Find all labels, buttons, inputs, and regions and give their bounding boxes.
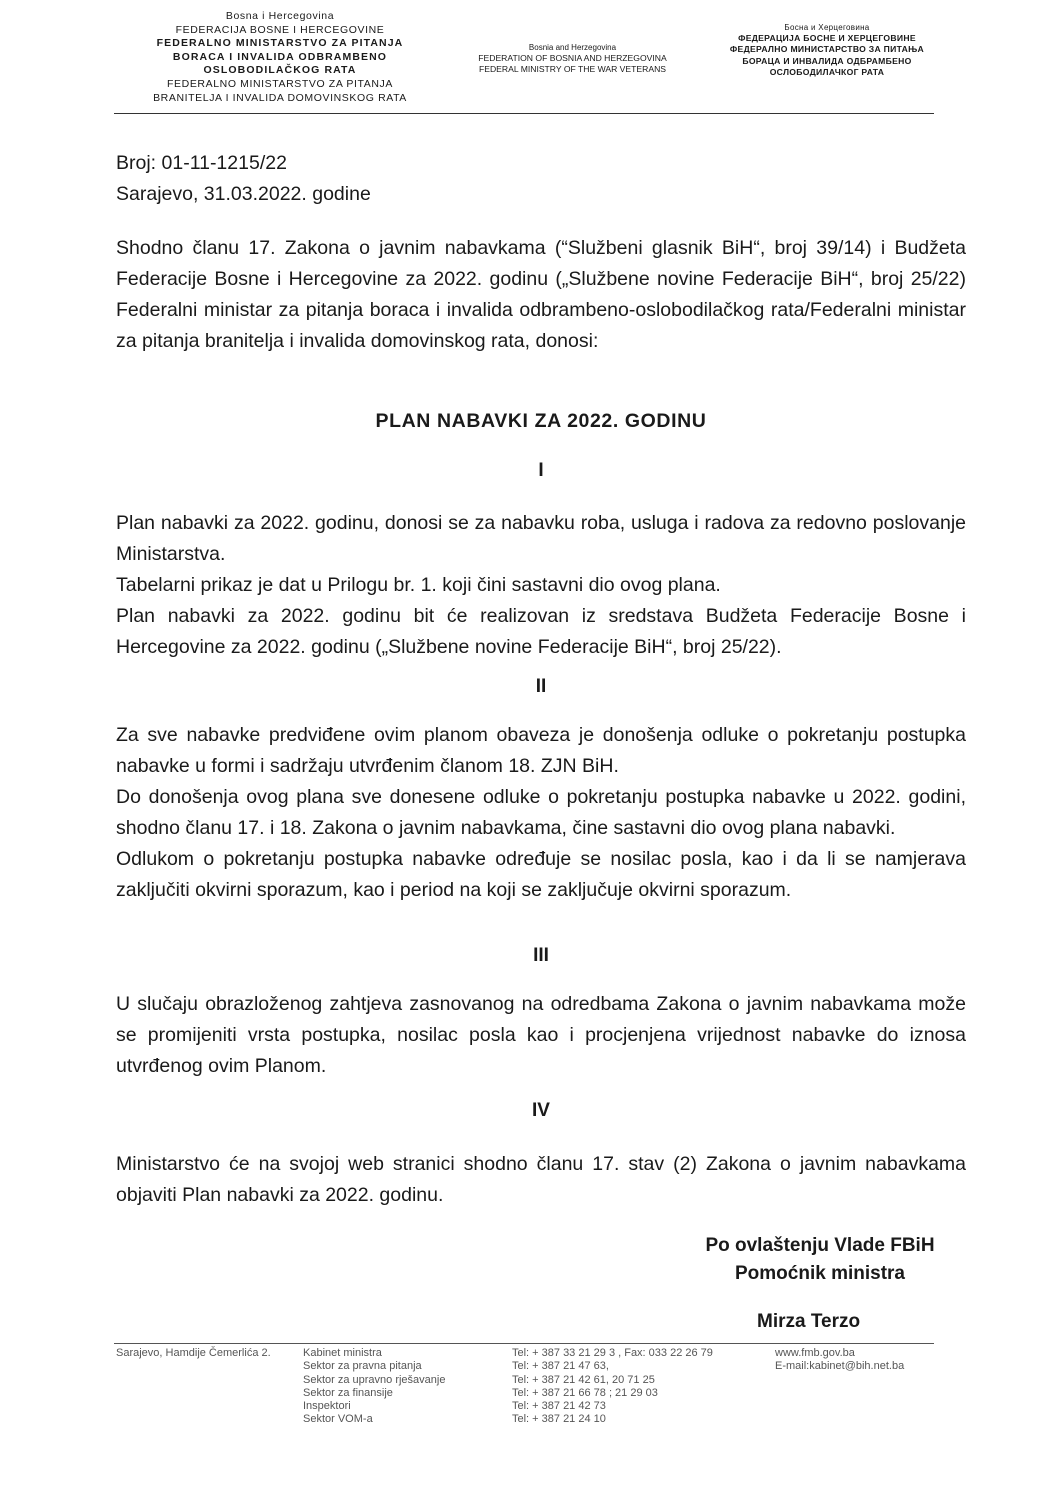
footer-departments xyxy=(303,1347,445,1427)
section-body-4 xyxy=(116,1149,966,1211)
letterhead-en-ministry: FEDERAL MINISTRY OF THE WAR VETERANS xyxy=(478,64,667,74)
letterhead-country: Bosna i Hercegovina xyxy=(225,10,335,22)
footer-email: E-mail:kabinet@bih.net.ba xyxy=(775,1360,905,1373)
signature-title: Pomoćnik ministra xyxy=(735,1263,905,1284)
document-meta xyxy=(116,148,616,210)
section-4-paragraph: Ministarstvo će na svojoj web stranici shodno članu 17. stav (2) Zakona o javnim nabavkama objaviti Plan nabavki za 2022. godinu. xyxy=(116,1153,966,1206)
section-2-paragraph: Za sve nabavke predviđene ovim planom obaveza je donošenja odluke o pokretanju postupka nabavke u formi i sadržaju utvrđenim članom 18. ZJN BiH. xyxy=(116,724,966,777)
letterhead-divider xyxy=(114,113,934,114)
section-body-2 xyxy=(116,720,966,906)
section-heading-4: IV xyxy=(532,1100,550,1121)
section-1-paragraph: Plan nabavki za 2022. godinu bit će realizovan iz sredstava Budžeta Federacije Bosne i Hercegovine za 2022. godinu („Službene novine Federacije BiH“, broj 25/22). xyxy=(116,605,966,658)
letterhead-cyr-ministry-3: ОСЛОБОДИЛАЧКОГ РАТА xyxy=(769,66,885,77)
section-2-paragraph: Odlukom o pokretanju postupka nabavke određuje se nosilac posla, kao i da li se namjerava zaključiti okvirni sporazum, kao i period na koji se zaključuje okvirni sporazum. xyxy=(116,848,966,901)
section-body-3 xyxy=(116,989,966,1082)
letterhead-ministry-1: FEDERALNO MINISTARSTVO ZA PITANJA xyxy=(156,37,404,50)
preamble xyxy=(116,233,966,357)
letterhead-ministry-alt-1: FEDERALNO MINISTARSTVO ZA PITANJA xyxy=(167,77,393,90)
letterhead-en-country: Bosnia and Herzegovina xyxy=(528,43,617,52)
document-title: PLAN NABAVKI ZA 2022. GODINU xyxy=(375,410,707,432)
letterhead-cyr-ministry-1: ФЕДЕРАЛНО МИНИСТАРСТВО ЗА ПИТАЊА xyxy=(729,44,925,55)
footer-phone: Tel: + 387 33 21 29 3 , Fax: 033 22 26 79 xyxy=(512,1347,713,1359)
footer-phone: Tel: + 387 21 47 63, xyxy=(512,1360,609,1373)
letterhead-cyr-federation: ФЕДЕРАЦИЈА БОСНЕ И ХЕРЦЕГОВИНЕ xyxy=(738,33,916,44)
footer-divider xyxy=(114,1343,934,1344)
section-heading-3: III xyxy=(533,945,549,966)
letterhead-left xyxy=(130,10,430,105)
letterhead-cyr-ministry-2: БОРАЦА И ИНВАЛИДА ОДБРАМБЕНО xyxy=(742,55,912,66)
footer-address: Sarajevo, Hamdije Čemerlića 2. xyxy=(116,1347,271,1359)
footer-department: Sektor za finansije xyxy=(303,1386,393,1399)
footer-department: Sektor za pravna pitanja xyxy=(303,1360,422,1373)
section-heading-2: II xyxy=(535,676,547,697)
signature-authority: Po ovlaštenju Vlade FBiH xyxy=(705,1235,935,1256)
section-1-paragraph: Tabelarni prikaz je dat u Prilogu br. 1. koji čini sastavni dio ovog plana. xyxy=(116,574,721,596)
reference-number: Broj: 01-11-1215/22 xyxy=(116,152,287,174)
section-2-paragraph: Do donošenja ovog plana sve donesene odluke o pokretanju postupka nabavke u 2022. godini, shodno članu 17. i 18. Zakona o javnim nabavkama, čine sastavni dio ovog plana nabavki. xyxy=(116,786,966,839)
footer-department: Kabinet ministra xyxy=(303,1347,382,1359)
letterhead-ministry-2: BORACA I INVALIDA ODBRAMBENO xyxy=(172,50,388,63)
letterhead-federation: FEDERACIJA BOSNE I HERCEGOVINE xyxy=(175,23,385,36)
document-date: Sarajevo, 31.03.2022. godine xyxy=(116,183,371,205)
letterhead-ministry-3: OSLOBODILAČKOG RATA xyxy=(203,64,357,77)
letterhead-middle xyxy=(445,42,700,75)
letterhead-en-federation: FEDERATION OF BOSNIA AND HERZEGOVINA xyxy=(478,53,667,63)
signatory-name: Mirza Terzo xyxy=(757,1311,861,1332)
section-3-paragraph: U slučaju obrazloženog zahtjeva zasnovanog na odredbama Zakona o javnim nabavkama može se promijeniti vrsta postupka, nosilac posla kao i procjenjena vrijednost nabavke do iznosa utvrđenog ovim Planom. xyxy=(116,993,966,1077)
letterhead-right xyxy=(696,22,958,78)
signature-block xyxy=(640,1232,1000,1288)
section-1-paragraph: Plan nabavki za 2022. godinu, donosi se za nabavku roba, usluga i radova za redovno poslovanje Ministarstva. xyxy=(116,512,966,565)
footer-department: Sektor za upravno rješavanje xyxy=(303,1373,446,1386)
footer-website: www.fmb.gov.ba xyxy=(775,1347,855,1359)
preamble-text: Shodno članu 17. Zakona o javnim nabavkama (“Službeni glasnik BiH“, broj 39/14) i Budžeta Federacije Bosne i Hercegovine za 2022. godinu („Službene novine Federacije BiH“, broj 25/22) Federalni ministar za pitanja boraca i invalida odbrambeno-oslobodilačkog rata/Federalni ministar za pitanja branitelja i invalida domovinskog rata, donosi: xyxy=(116,237,966,352)
letterhead-cyr-country: Босна и Херцеговина xyxy=(784,23,870,32)
section-heading-1: I xyxy=(538,460,544,481)
footer-phone: Tel: + 387 21 42 73 xyxy=(512,1400,606,1413)
footer-phone: Tel: + 387 21 66 78 ; 21 29 03 xyxy=(512,1386,658,1399)
footer-web xyxy=(775,1347,904,1374)
section-body-1 xyxy=(116,508,966,663)
footer-department: Sektor VOM-a xyxy=(303,1413,373,1426)
footer-phones xyxy=(512,1347,713,1427)
letterhead-ministry-alt-2: BRANITELJA I INVALIDA DOMOVINSKOG RATA xyxy=(153,91,407,104)
footer-phone: Tel: + 387 21 24 10 xyxy=(512,1413,606,1426)
footer-phone: Tel: + 387 21 42 61, 20 71 25 xyxy=(512,1373,655,1386)
footer-department: Inspektori xyxy=(303,1400,351,1413)
